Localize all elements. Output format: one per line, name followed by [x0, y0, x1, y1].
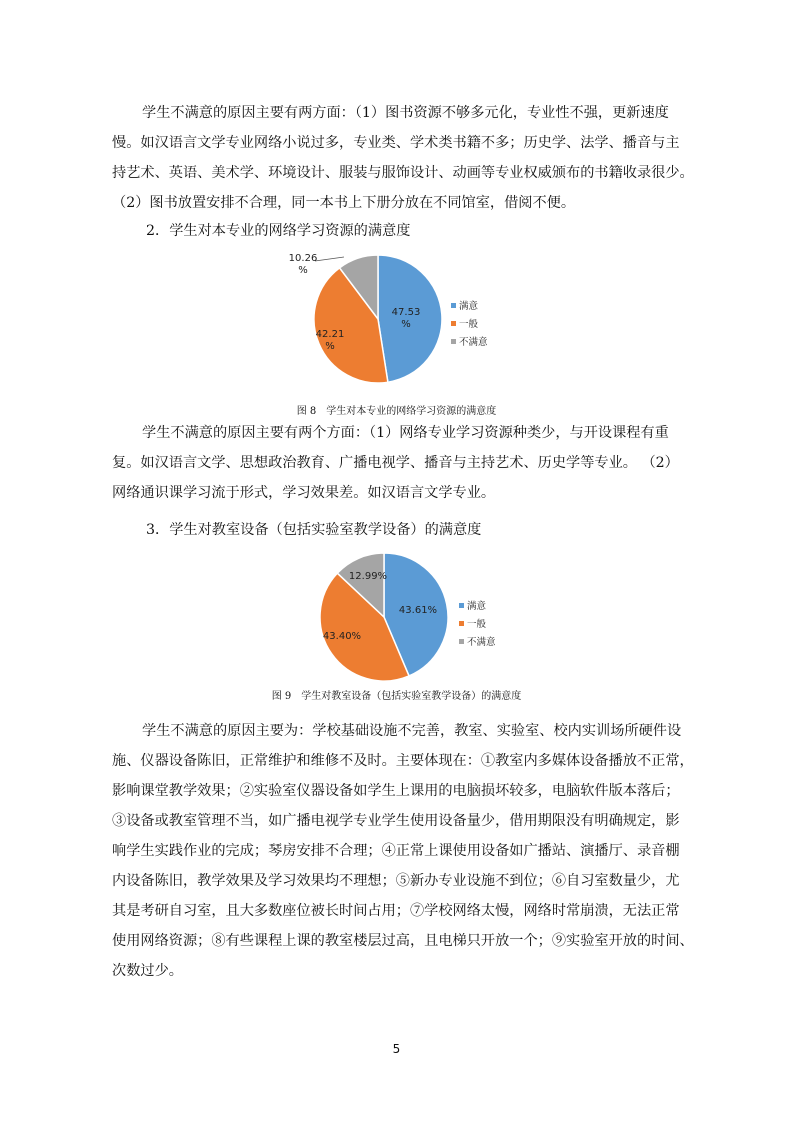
data-label-2: 43.40% — [322, 631, 362, 642]
figure-caption-8: 图 8 学生对本专业的网络学习资源的满意度 — [296, 406, 497, 417]
text-line: 影响课堂教学效果；②实验室仪器设备如学生上课用的电脑损坏较多，电脑软件版本落后； — [112, 783, 680, 799]
page-number: 5 — [392, 1042, 401, 1056]
text-line: 学生不满意的原因主要有两个方面：（1）网络专业学习资源种类少，与开设课程有重 — [142, 425, 669, 441]
paragraph-equipment-reasons — [112, 716, 694, 986]
legend-label-3: 不满意 — [467, 637, 496, 648]
legend-label-2: 一般 — [467, 619, 487, 630]
text-line: ③设备或教室管理不当，如广播电视学专业学生使用设备量少，借用期限没有明确规定，影 — [112, 813, 680, 829]
legend-swatch-1 — [459, 603, 464, 608]
legend-label-3: 不满意 — [459, 337, 488, 348]
text-line: 使用网络资源；⑧有些课程上课的教室楼层过高，且电梯只开放一个；⑨实验室开放的时间、 — [112, 933, 694, 949]
text-line: （2）图书放置安排不合理，同一本书上下册分放在不同馆室，借阅不便。 — [112, 195, 576, 211]
figure-caption-9: 图 9 学生对教室设备（包括实验室教学设备）的满意度 — [271, 691, 522, 702]
legend-label-2: 一般 — [459, 319, 479, 330]
text-line: 持艺术、英语、美术学、环境设计、服装与服饰设计、动画等专业权威颁布的书籍收录很少。 — [112, 165, 694, 181]
text-line: 学生不满意的原因主要有两方面：（1）图书资源不够多元化，专业性不强，更新速度 — [142, 105, 669, 121]
text-line: 慢。如汉语言文学专业网络小说过多，专业类、学术类书籍不多；历史学、法学、播音与主 — [112, 135, 680, 151]
text-line: 其是考研自习室，且大多数座位被长时间占用；⑦学校网络太慢，网络时常崩溃，无法正常 — [112, 903, 680, 919]
section-heading-3: 3．学生对教室设备（包括实验室教学设备）的满意度 — [146, 522, 482, 538]
text-line: 内设备陈旧，教学效果及学习效果均不理想；⑤新办专业设施不到位；⑥自习室数量少，尤 — [112, 873, 680, 889]
legend-label-1: 满意 — [467, 601, 487, 612]
text-line: 学生不满意的原因主要为：学校基础设施不完善，教室、实验室、校内实训场所硬件设 — [142, 723, 682, 739]
legend-label-1: 满意 — [459, 301, 479, 312]
section-heading-2: 2．学生对本专业的网络学习资源的满意度 — [146, 223, 411, 239]
data-label-1: 43.61% — [398, 605, 438, 616]
text-line: 网络通识课学习流于形式，学习效果差。如汉语言文学专业。 — [112, 485, 496, 501]
legend-swatch-2 — [459, 621, 464, 626]
text-line: 施、仪器设备陈旧，正常维护和维修不及时。主要体现在：①教室内多媒体设备播放不正常， — [112, 753, 694, 769]
text-line: 复。如汉语言文学、思想政治教育、广播电视学、播音与主持艺术、历史学等专业。 （2） — [112, 455, 679, 471]
data-label-3: 10.26 % — [288, 253, 318, 276]
data-label-3: 12.99% — [348, 571, 388, 582]
data-label-2: 42.21 % — [315, 329, 345, 352]
data-label-1: 47.53 % — [391, 307, 421, 330]
text-line: 次数过少。 — [112, 963, 183, 979]
legend-swatch-3 — [459, 639, 464, 644]
text-line: 响学生实践作业的完成；琴房安排不合理；④正常上课使用设备如广播站、演播厅、录音棚 — [112, 843, 680, 859]
